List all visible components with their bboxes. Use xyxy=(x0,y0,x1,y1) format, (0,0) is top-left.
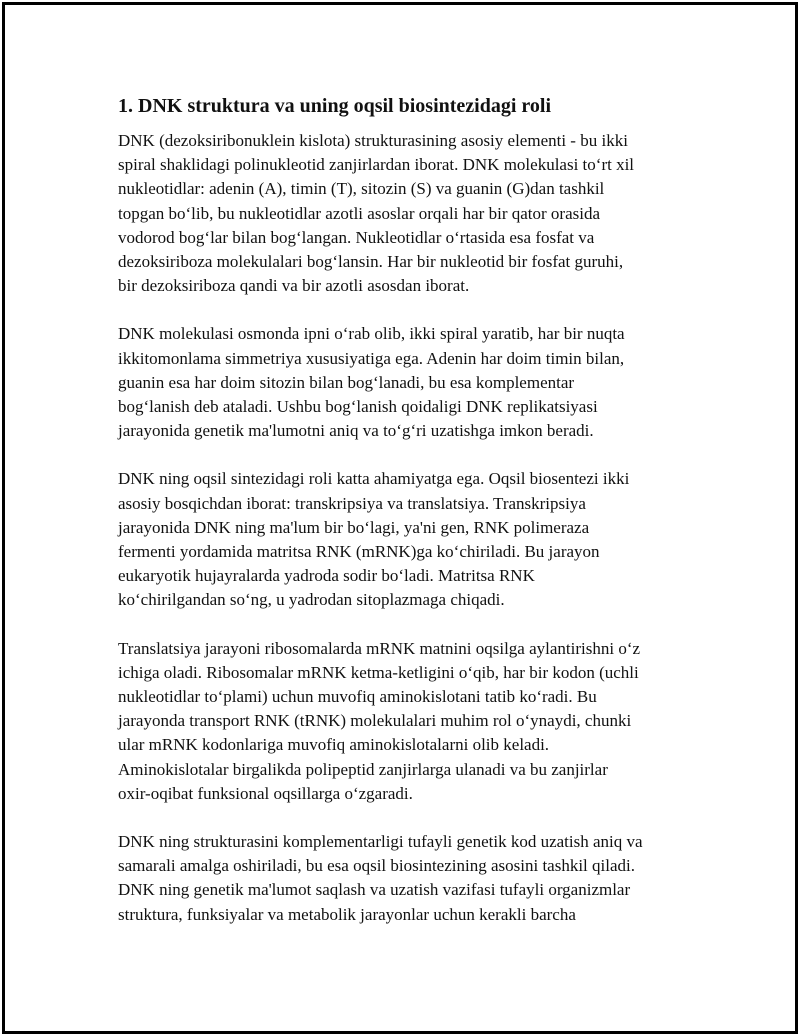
text-line: bog‘lanish deb ataladi. Ushbu bog‘lanish qoidaligi DNK replikatsiyasi xyxy=(118,397,598,417)
text-line: bir dezoksiriboza qandi va bir azotli asosdan iborat. xyxy=(118,276,470,296)
text-line: spiral shaklidagi polinukleotid zanjirlardan iborat. DNK molekulasi to‘rt xil xyxy=(118,155,635,175)
text-line: guanin esa har doim sitozin bilan bog‘lanadi, bu esa komplementar xyxy=(118,372,575,392)
text-line: Aminokislotalar birgalikda polipeptid zanjirlarga ulanadi va bu zanjirlar xyxy=(118,759,608,779)
text-line: eukaryotik hujayralarda yadroda sodir bo‘ladi. Matritsa RNK xyxy=(118,566,535,586)
paragraph-3 xyxy=(118,467,698,612)
text-line: asosiy bosqichdan iborat: transkripsiya va translatsiya. Transkripsiya xyxy=(118,493,586,513)
text-line: DNK molekulasi osmonda ipni o‘rab olib, ikki spiral yaratib, har bir nuqta xyxy=(118,324,625,344)
text-line: struktura, funksiyalar va metabolik jarayonlar uchun kerakli barcha xyxy=(118,904,576,924)
paragraph-1 xyxy=(118,129,698,298)
paragraph-2 xyxy=(118,322,698,443)
section-heading: 1. DNK struktura va uning oqsil biosintezidagi roli xyxy=(118,95,552,117)
text-line: ichiga oladi. Ribosomalar mRNK ketma-ketligini o‘qib, har bir kodon (uchli xyxy=(118,662,639,682)
text-line: DNK ning oqsil sintezidagi roli katta ahamiyatga ega. Oqsil biosentezi ikki xyxy=(118,469,630,489)
text-line: Translatsiya jarayoni ribosomalarda mRNK matnini oqsilga aylantirishni o‘z xyxy=(118,638,641,658)
text-line: jarayonida genetik ma'lumotni aniq va to‘g‘ri uzatishga imkon beradi. xyxy=(118,421,594,441)
text-line: samarali amalga oshiriladi, bu esa oqsil biosintezining asosini tashkil qiladi. xyxy=(118,856,635,876)
text-line: fermenti yordamida matritsa RNK (mRNK)ga ko‘chiriladi. Bu jarayon xyxy=(118,542,600,562)
text-line: vodorod bog‘lar bilan bog‘langan. Nukleotidlar o‘rtasida esa fosfat va xyxy=(118,227,595,247)
paragraph-4 xyxy=(118,637,698,806)
text-line: DNK ning strukturasini komplementarligi tufayli genetik kod uzatish aniq va xyxy=(118,832,643,852)
text-line: nukleotidlar to‘plami) uchun muvofiq aminokislotani tatib ko‘radi. Bu xyxy=(118,687,597,707)
text-line: topgan bo‘lib, bu nukleotidlar azotli asoslar orqali har bir qator orasida xyxy=(118,203,601,223)
text-line: oxir-oqibat funksional oqsillarga o‘zgaradi. xyxy=(118,783,413,803)
text-line: nukleotidlar: adenin (A), timin (T), sitozin (S) va guanin (G)dan tashkil xyxy=(118,179,605,199)
document-body xyxy=(118,93,698,951)
text-line: DNK (dezoksiribonuklein kislota) strukturasining asosiy elementi - bu ikki xyxy=(118,131,628,150)
text-line: DNK ning genetik ma'lumot saqlash va uzatish vazifasi tufayli organizmlar xyxy=(118,880,631,900)
text-line: jarayonida DNK ning ma'lum bir bo‘lagi, ya'ni gen, RNK polimeraza xyxy=(118,517,590,537)
text-line: ikkitomonlama simmetriya xususiyatiga ega. Adenin har doim timin bilan, xyxy=(118,348,625,368)
text-line: ko‘chirilgandan so‘ng, u yadrodan sitoplazmaga chiqadi. xyxy=(118,590,505,610)
paragraph-5 xyxy=(118,830,698,927)
text-line: jarayonda transport RNK (tRNK) molekulalari muhim rol o‘ynaydi, chunki xyxy=(118,711,632,731)
text-line: ular mRNK kodonlariga muvofiq aminokislotalarni olib keladi. xyxy=(118,735,550,755)
text-line: dezoksiriboza molekulalari bog‘lansin. Har bir nukleotid bir fosfat guruhi, xyxy=(118,252,624,272)
